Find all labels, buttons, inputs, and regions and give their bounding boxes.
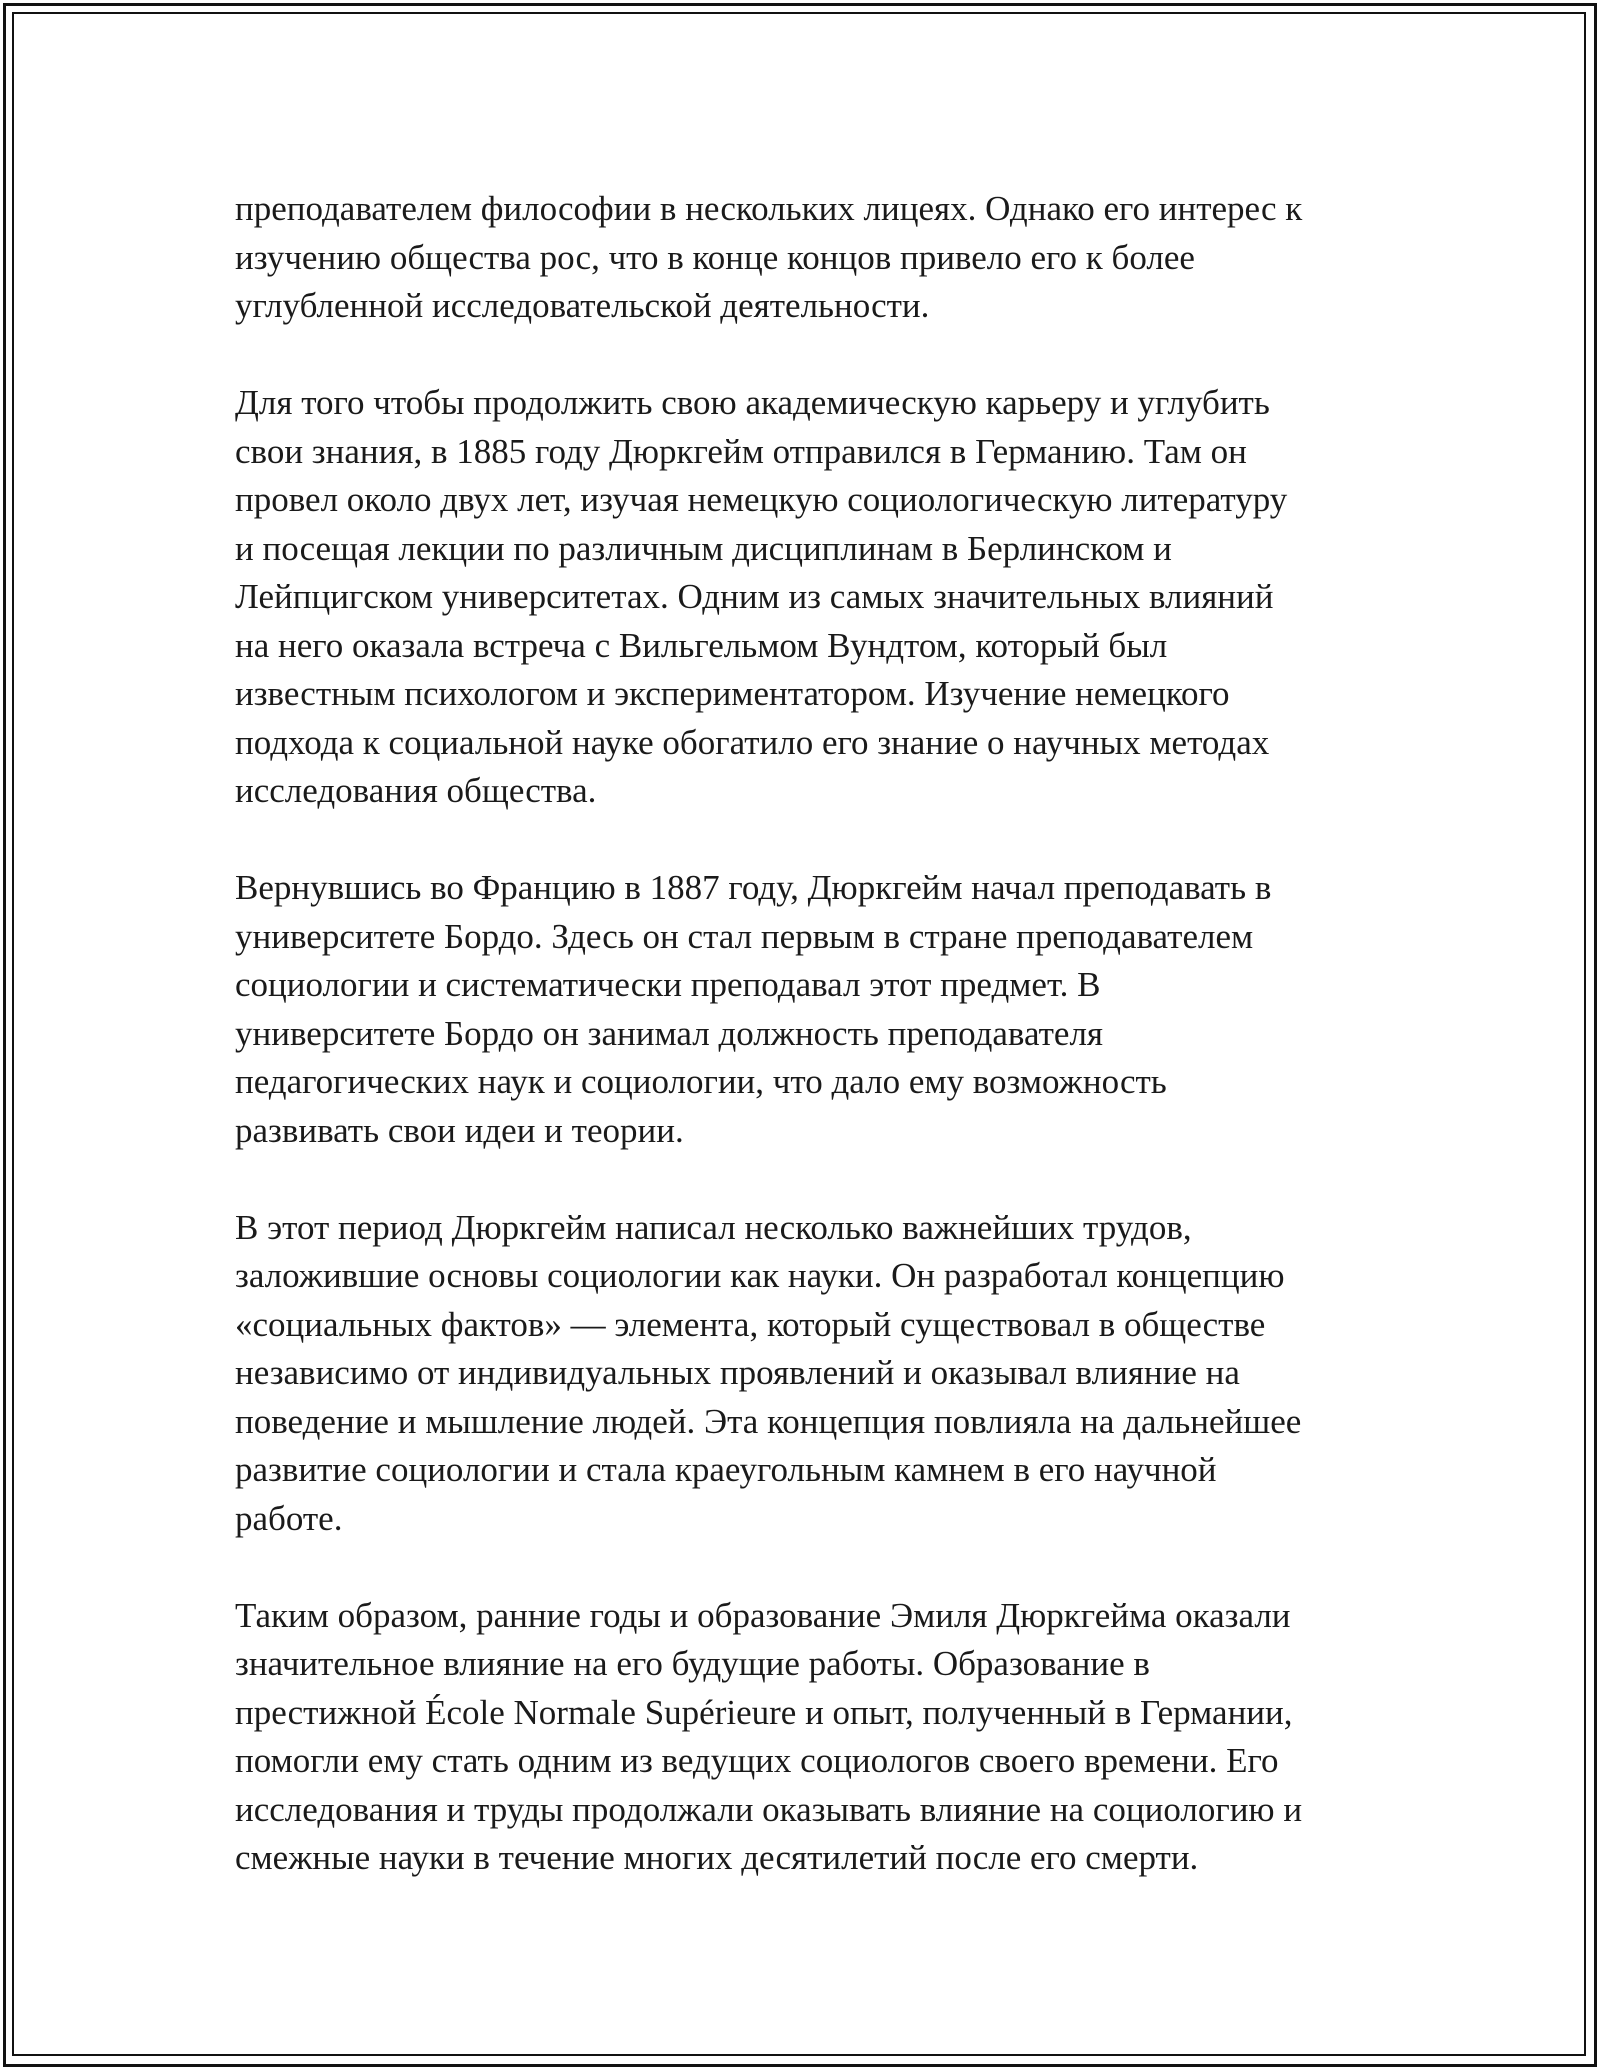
- text-line: исследования и труды продолжали оказывать влияние на социологию и: [235, 1789, 1303, 1829]
- text-line: Таким образом, ранние годы и образование Эмиля Дюркгейма оказали: [235, 1595, 1291, 1635]
- text-line: развивать свои идеи и теории.: [235, 1110, 684, 1150]
- paragraph-1: [235, 185, 1375, 331]
- text-line: углубленной исследовательской деятельности.: [235, 286, 930, 325]
- text-line: работе.: [235, 1498, 343, 1538]
- text-line: известным психологом и экспериментатором. Изучение немецкого: [235, 674, 1230, 713]
- text-line: помогли ему стать одним из ведущих социологов своего времени. Его: [235, 1741, 1279, 1780]
- text-line: престижной École Normale Supérieure и опыт, полученный в Германии,: [235, 1692, 1293, 1732]
- text-line: университете Бордо. Здесь он стал первым в стране преподавателем: [235, 916, 1254, 956]
- text-line: и посещая лекции по различным дисциплинам в Берлинском и: [235, 528, 1172, 568]
- text-line: Лейпцигском университетах. Одним из самых значительных влияний: [235, 577, 1274, 616]
- text-line: поведение и мышление людей. Эта концепция повлияла на дальнейшее: [235, 1401, 1302, 1441]
- text-line: преподавателем философии в нескольких лицеях. Однако его интерес к: [235, 189, 1303, 228]
- text-line: значительное влияние на его будущие работы. Образование в: [235, 1644, 1150, 1683]
- text-line: заложившие основы социологии как науки. Он разработал концепцию: [235, 1256, 1285, 1295]
- text-line: педагогических наук и социологии, что дало ему возможность: [235, 1062, 1167, 1101]
- text-line: свои знания, в 1885 году Дюркгейм отправился в Германию. Там он: [235, 431, 1247, 471]
- text-line: подхода к социальной науке обогатило его знание о научных методах: [235, 722, 1270, 762]
- paragraph-2: [235, 379, 1375, 816]
- text-line: изучению общества рос, что в конце концов привело его к более: [235, 237, 1195, 277]
- text-line: провел около двух лет, изучая немецкую социологическую литературу: [235, 480, 1288, 519]
- text-line: исследования общества.: [235, 771, 597, 810]
- paragraph-3: [235, 864, 1375, 1155]
- text-line: университете Бордо он занимал должность преподавателя: [235, 1013, 1104, 1053]
- text-line: «социальных фактов» — элемента, который существовал в обществе: [235, 1304, 1266, 1344]
- text-line: Вернувшись во Францию в 1887 году, Дюркгейм начал преподавать в: [235, 868, 1272, 907]
- document-body: [235, 185, 1375, 1883]
- text-line: смежные науки в течение многих десятилетий после его смерти.: [235, 1838, 1199, 1877]
- text-line: Для того чтобы продолжить свою академическую карьеру и углубить: [235, 383, 1270, 422]
- paragraph-5: [235, 1592, 1375, 1883]
- text-line: В этот период Дюркгейм написал несколько важнейших трудов,: [235, 1207, 1192, 1247]
- text-line: на него оказала встреча с Вильгельмом Вундтом, который был: [235, 625, 1168, 665]
- text-line: социологии и систематически преподавал этот предмет. В: [235, 965, 1101, 1004]
- paragraph-4: [235, 1204, 1375, 1544]
- text-line: развитие социологии и стала краеугольным камнем в его научной: [235, 1450, 1217, 1489]
- text-line: независимо от индивидуальных проявлений и оказывал влияние на: [235, 1353, 1240, 1392]
